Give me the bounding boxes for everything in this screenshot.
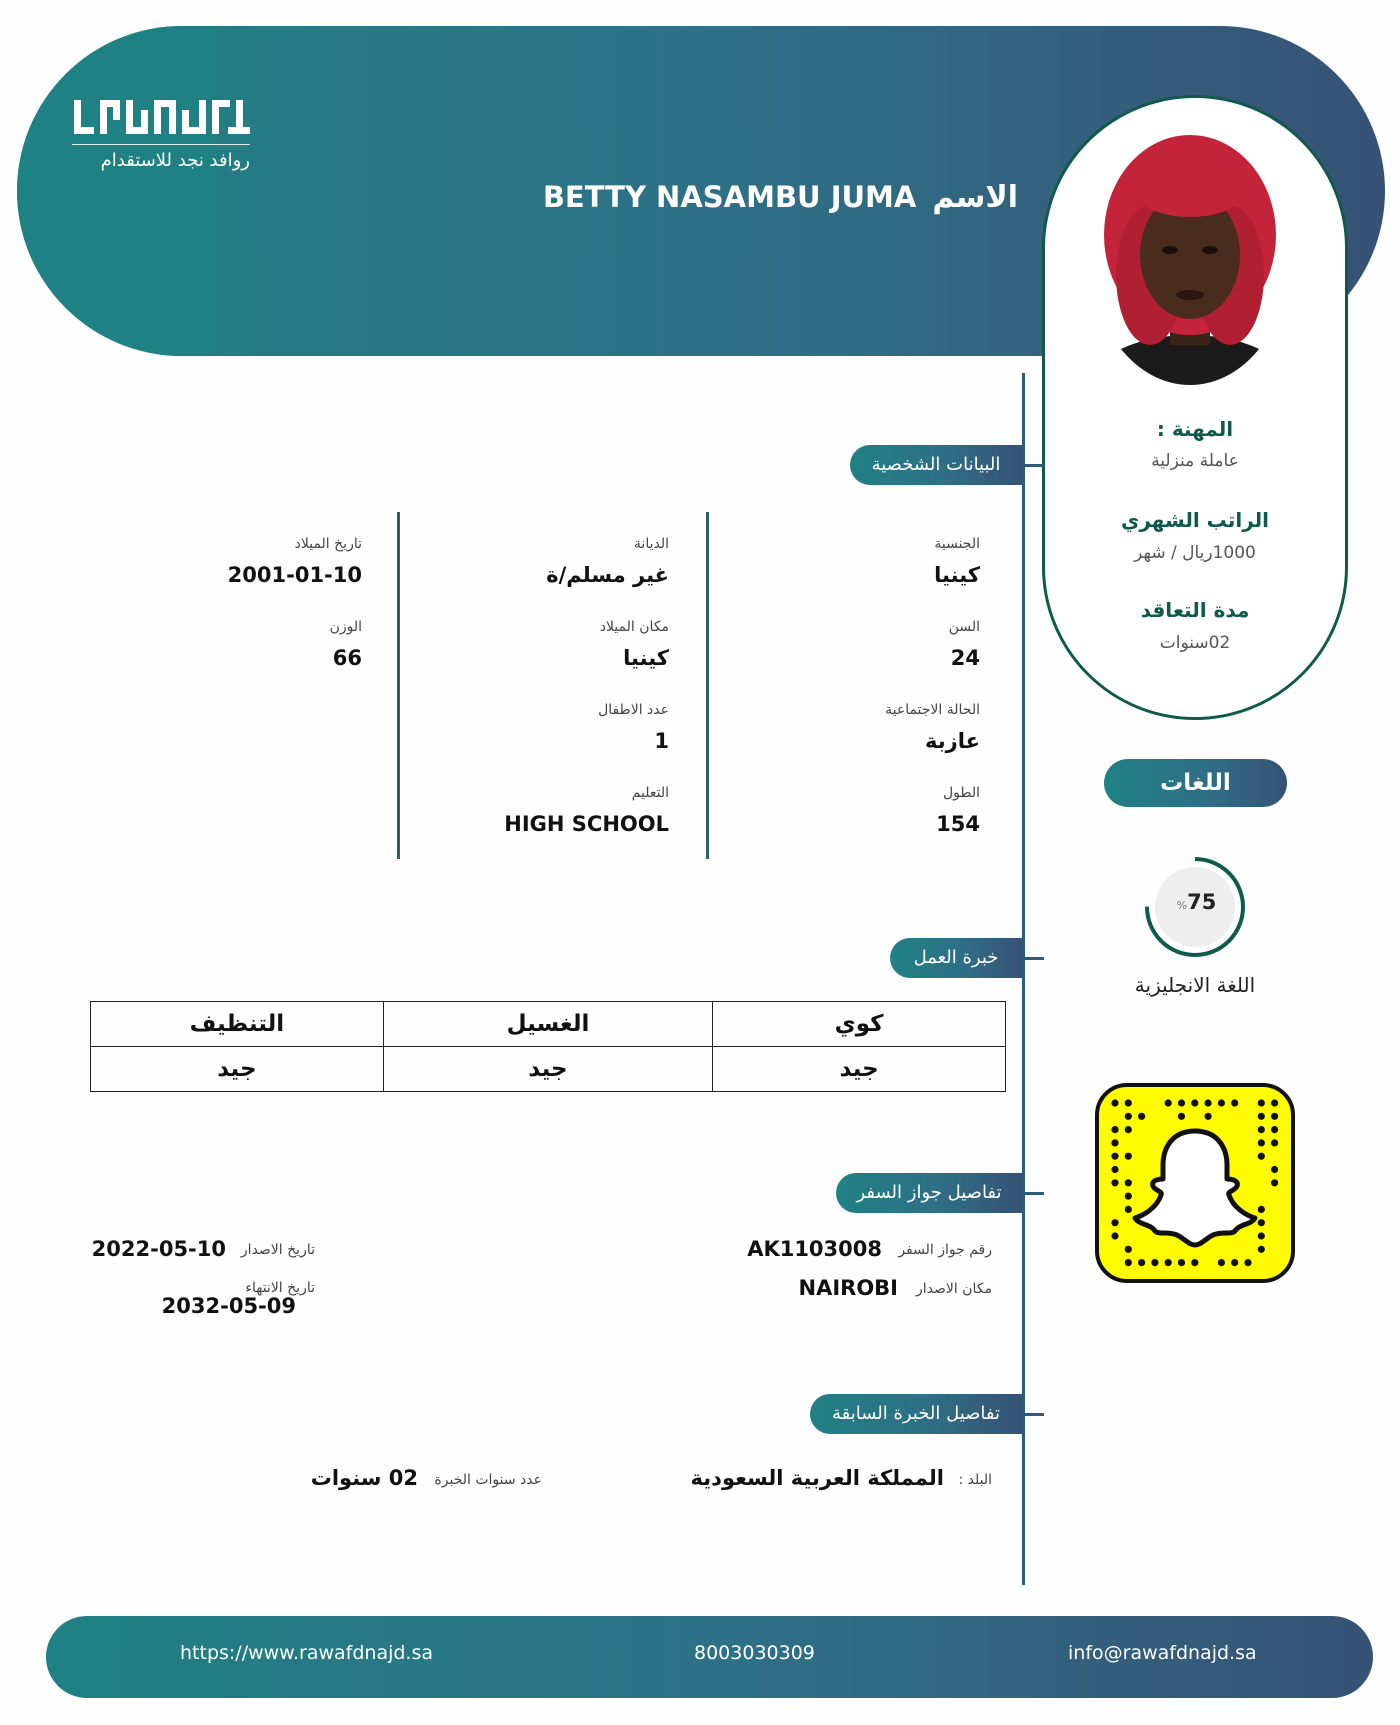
snapcode-dot (1165, 1259, 1172, 1266)
section-tick (1022, 1413, 1044, 1416)
section-experience-title: خبرة العمل (890, 938, 1022, 978)
weight-value: 66 (332, 646, 362, 670)
timeline-line (1022, 373, 1025, 1585)
column-divider (397, 512, 400, 859)
snapcode-dot (1125, 1246, 1132, 1253)
snapcode-dot (1111, 1153, 1118, 1160)
expiry-date-label: تاريخ الانتهاء (245, 1280, 315, 1296)
logo-text: روافد نجد للاستقدام (100, 150, 250, 171)
snapcode-dot (1111, 1232, 1118, 1239)
snapcode-dot (1271, 1099, 1278, 1106)
country-label: البلد : (958, 1472, 992, 1488)
snapcode-dot (1258, 1219, 1265, 1226)
snapcode-dot (1258, 1246, 1265, 1253)
religion-label: الديانة (633, 536, 669, 552)
snapcode-dot (1125, 1206, 1132, 1213)
table-row (91, 1047, 1006, 1092)
language-percent-value: 75 (1187, 890, 1217, 914)
profession-value: عاملة منزلية (1151, 451, 1239, 471)
snapcode-dot (1258, 1099, 1265, 1106)
logo-divider (72, 144, 250, 145)
snapcode-dot (1111, 1179, 1118, 1186)
snapcode-dot (1125, 1193, 1132, 1200)
snapcode-dot (1258, 1126, 1265, 1133)
marital-value: عازبة (925, 729, 980, 753)
birthdate-label: تاريخ الميلاد (294, 536, 362, 552)
contract-label: مدة التعاقد (1140, 598, 1250, 622)
snapcode-dot (1205, 1099, 1212, 1106)
experience-years-label: عدد سنوات الخبرة (434, 1472, 542, 1488)
section-tick (1022, 957, 1044, 960)
snapcode-dot (1178, 1259, 1185, 1266)
header-left-corner (17, 26, 217, 356)
email-link[interactable]: info@rawafdnajd.sa (1068, 1642, 1257, 1664)
skills-table (90, 1001, 1006, 1092)
snapcode-dot (1125, 1153, 1132, 1160)
snapcode-dot (1111, 1219, 1118, 1226)
height-value: 154 (936, 812, 980, 836)
snapcode-dot (1231, 1259, 1238, 1266)
snapcode-dot (1271, 1139, 1278, 1146)
website-link[interactable]: https://www.rawafdnajd.sa (180, 1642, 434, 1664)
snapcode-dot (1111, 1126, 1118, 1133)
salary-value: 1000ريال / شهر (1134, 543, 1256, 563)
nationality-value: كينيا (934, 563, 980, 587)
snapcode-dot (1271, 1179, 1278, 1186)
age-value: 24 (950, 646, 980, 670)
name-row (543, 180, 1018, 215)
weight-label: الوزن (329, 619, 362, 635)
snapcode-dot (1205, 1113, 1212, 1120)
birthplace-label: مكان الميلاد (599, 619, 669, 635)
passport-number-value: AK1103008 (747, 1237, 882, 1261)
snapcode-dot (1271, 1113, 1278, 1120)
salary-label: الراتب الشهري (1121, 508, 1269, 532)
skill-ironing-header: كوي (713, 1002, 1006, 1047)
issue-place-label: مكان الاصدار (916, 1281, 992, 1297)
children-label: عدد الاطفال (598, 702, 669, 718)
snapcode-dot (1258, 1139, 1265, 1146)
snapcode-dot (1178, 1099, 1185, 1106)
issue-date-label: تاريخ الاصدار (240, 1242, 315, 1258)
snapcode-dot (1191, 1259, 1198, 1266)
snapcode-dot (1218, 1099, 1225, 1106)
snapcode-dot (1178, 1113, 1185, 1120)
phone-number[interactable]: 8003030309 (694, 1642, 815, 1664)
contract-value: 02سنوات (1159, 633, 1231, 653)
snapcode-dot (1258, 1113, 1265, 1120)
skill-ironing-level: جيد (713, 1047, 1006, 1092)
birthdate-value: 2001-01-10 (227, 563, 362, 587)
name-value: BETTY NASAMBU JUMA (542, 180, 917, 214)
name-label: الاسم (932, 180, 1018, 215)
section-personal-title: البيانات الشخصية (850, 445, 1022, 485)
snapcode-dot (1218, 1259, 1225, 1266)
marital-label: الحالة الاجتماعية (885, 702, 980, 718)
nationality-label: الجنسية (934, 536, 980, 552)
issue-place-value: NAIROBI (798, 1276, 898, 1300)
country-value: المملكة العربية السعودية (690, 1466, 944, 1490)
skill-washing-level: جيد (383, 1047, 712, 1092)
expiry-date-value: 2032-05-09 (161, 1294, 296, 1318)
snapcode-dot (1138, 1113, 1145, 1120)
snapcode-qr-icon[interactable] (1095, 1083, 1295, 1283)
snapcode-dot (1138, 1259, 1145, 1266)
snapcode-dot (1258, 1206, 1265, 1213)
language-percent (1143, 890, 1247, 914)
height-label: الطول (942, 785, 980, 801)
children-value: 1 (654, 729, 669, 753)
snapcode-dot (1125, 1113, 1132, 1120)
passport-number-label: رقم جواز السفر (898, 1242, 992, 1258)
skill-washing-header: الغسيل (383, 1002, 712, 1047)
section-passport-title: تفاصيل جواز السفر (836, 1173, 1022, 1213)
profile-photo (1090, 125, 1290, 385)
profession-label: المهنة : (1156, 417, 1234, 441)
snapcode-dot (1125, 1099, 1132, 1106)
snapcode-dot (1111, 1099, 1118, 1106)
birthplace-value: كينيا (623, 646, 669, 670)
snapcode-dot (1231, 1099, 1238, 1106)
snapcode-dot (1125, 1259, 1132, 1266)
issue-date-value: 2022-05-10 (91, 1237, 226, 1261)
logo-icon (72, 96, 252, 140)
snapcode-dot (1125, 1126, 1132, 1133)
column-divider (706, 512, 709, 859)
education-value: HIGH SCHOOL (504, 812, 669, 836)
snapcode-dot (1111, 1139, 1118, 1146)
table-row (91, 1002, 1006, 1047)
skill-cleaning-level: جيد (91, 1047, 384, 1092)
snapcode-dot (1271, 1166, 1278, 1173)
snapcode-dot (1258, 1232, 1265, 1239)
snapcode-dot (1165, 1099, 1172, 1106)
education-label: التعليم (631, 785, 669, 801)
snapcode-dot (1258, 1153, 1265, 1160)
snapcode-dot (1244, 1259, 1251, 1266)
religion-value: غير مسلم/ة (546, 563, 669, 587)
snapcode-dot (1111, 1166, 1118, 1173)
snapcode-dot (1125, 1179, 1132, 1186)
snapcode-dot (1191, 1099, 1198, 1106)
section-previous-title: تفاصيل الخبرة السابقة (810, 1394, 1022, 1434)
snapcode-dot (1271, 1126, 1278, 1133)
skill-cleaning-header: التنظيف (91, 1002, 384, 1047)
languages-title: اللغات (1104, 759, 1287, 807)
snapcode-dot (1151, 1259, 1158, 1266)
section-tick (1022, 464, 1044, 467)
section-tick (1022, 1192, 1044, 1195)
language-name: اللغة الانجليزية (1134, 973, 1256, 997)
age-label: السن (948, 619, 980, 635)
percent-sign: % (1176, 899, 1188, 912)
experience-years-value: 02 سنوات (310, 1466, 418, 1490)
